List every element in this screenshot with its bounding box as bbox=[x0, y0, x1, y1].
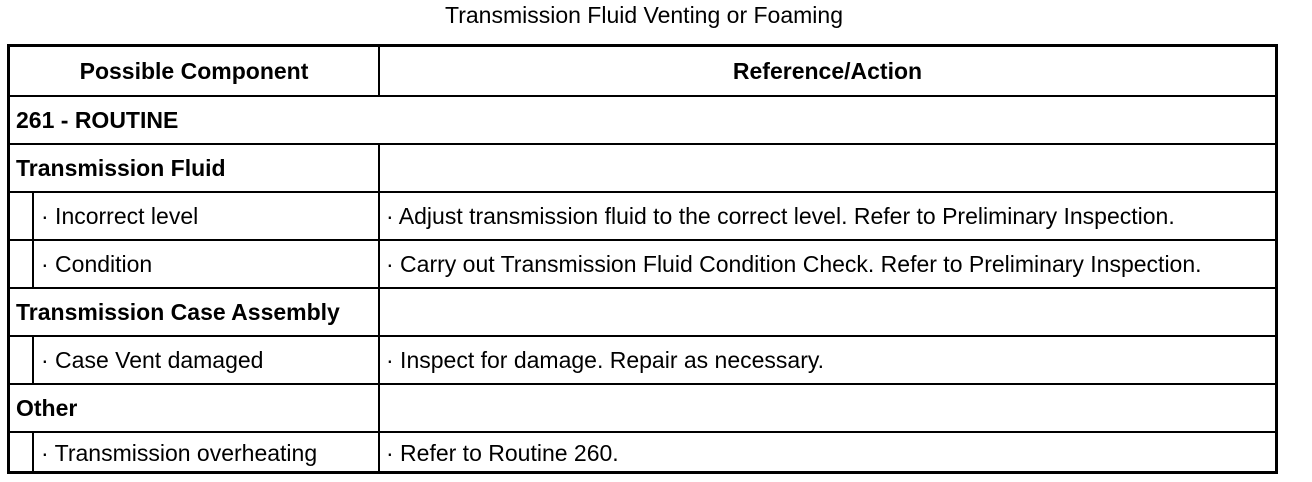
table-row bbox=[10, 239, 1275, 287]
table-row bbox=[10, 383, 1275, 431]
item-action: · Carry out Transmission Fluid Condition Check. Refer to Preliminary Inspection. bbox=[378, 241, 1275, 287]
item-component: · Transmission overheating bbox=[41, 440, 318, 466]
item-component: · Incorrect level bbox=[41, 202, 199, 229]
item-component: · Case Vent damaged bbox=[41, 346, 264, 373]
table-title: Transmission Fluid Venting or Foaming bbox=[445, 2, 843, 28]
diagnostic-table bbox=[7, 44, 1278, 474]
category-action bbox=[378, 289, 1275, 335]
category-component: Transmission Fluid bbox=[16, 154, 226, 181]
category-action bbox=[378, 145, 1275, 191]
routine-row bbox=[10, 95, 1275, 143]
item-action: · Inspect for damage. Repair as necessary. bbox=[378, 337, 1275, 383]
routine-label: 261 - ROUTINE bbox=[16, 106, 179, 133]
category-action bbox=[378, 385, 1275, 431]
item-action: · Adjust transmission fluid to the correct level. Refer to Preliminary Inspection. bbox=[378, 193, 1275, 239]
table-row bbox=[10, 143, 1275, 191]
table-header-row bbox=[10, 47, 1275, 95]
table-row bbox=[10, 335, 1275, 383]
category-component: Transmission Case Assembly bbox=[16, 298, 340, 325]
table-row bbox=[10, 287, 1275, 335]
header-reference-action: Reference/Action bbox=[378, 47, 1275, 95]
table-row bbox=[10, 191, 1275, 239]
table-row bbox=[10, 431, 1275, 474]
item-component: · Condition bbox=[41, 250, 153, 277]
category-component: Other bbox=[16, 394, 78, 421]
item-action: · Refer to Routine 260. bbox=[378, 433, 1275, 474]
header-possible-component: Possible Component bbox=[79, 57, 309, 84]
